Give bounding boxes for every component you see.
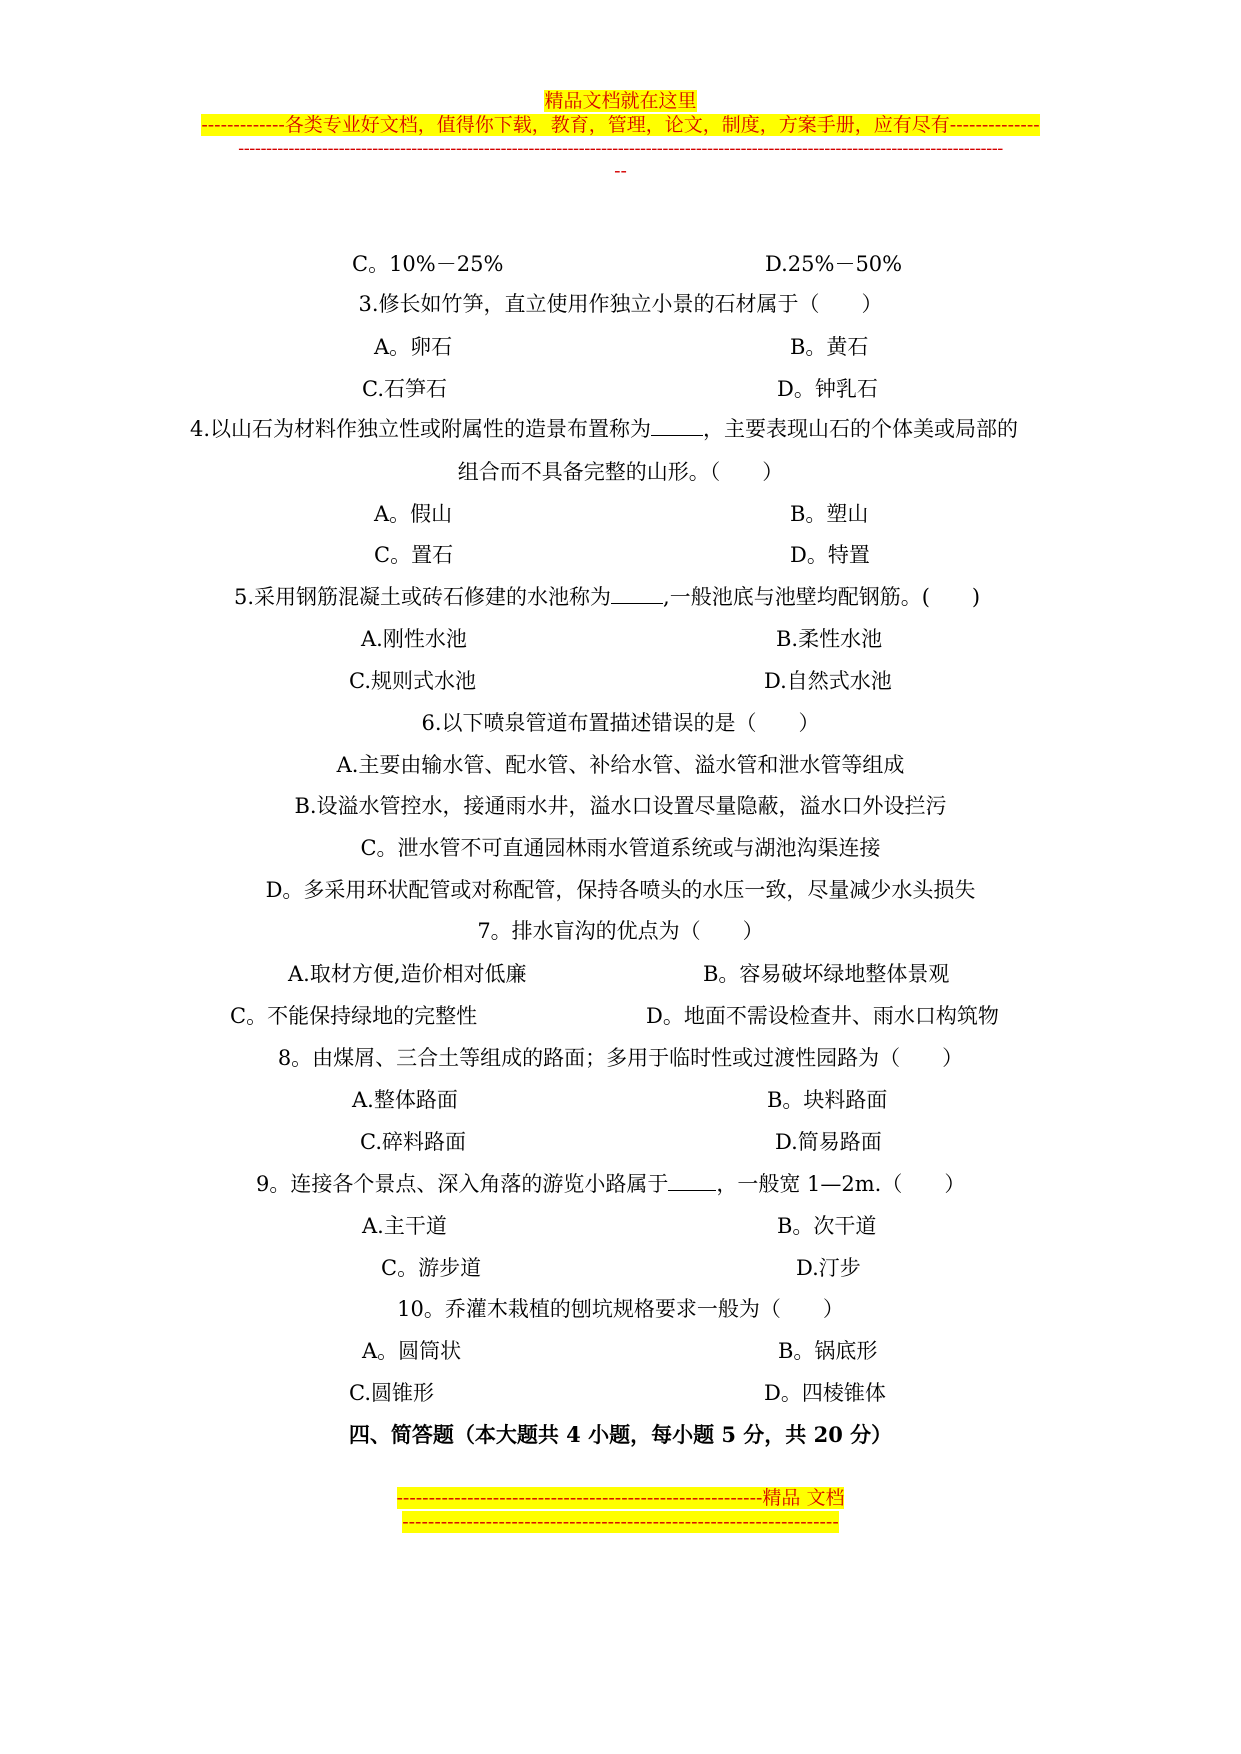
header-title: 精品文档就在这里 (544, 90, 697, 112)
header-divider: ----------------------------------------------------------------------------------------------------------------------------------------- (238, 138, 1003, 159)
q10-option-b: B。锅底形 (778, 1339, 878, 1363)
q3-option-c: C.石笋石 (362, 377, 447, 401)
q7-option-d: D。地面不需设检查井、雨水口构筑物 (646, 1004, 999, 1028)
q7-option-c: C。不能保持绿地的完整性 (230, 1004, 478, 1028)
q9-option-c: C。游步道 (381, 1256, 482, 1280)
q7-option-b: B。容易破坏绿地整体景观 (703, 962, 950, 986)
q7-stem: 7。排水盲沟的优点为（ ） (477, 919, 764, 943)
q5-option-c: C.规则式水池 (349, 669, 476, 693)
q4-option-a: A。假山 (374, 502, 453, 526)
q4-stem-line2: 组合而不具备完整的山形。（ ） (457, 460, 784, 484)
header-tagline: -------------各类专业好文档，值得你下载，教育，管理，论文，制度，方案手册，应有尽有-------------- (201, 114, 1040, 136)
q3-option-d: D。钟乳石 (777, 377, 878, 401)
q6-option-a: A.主要由输水管、配水管、补给水管、溢水管和泄水管等组成 (336, 753, 905, 777)
q8-stem: 8。由煤屑、三合土等组成的路面；多用于临时性或过渡性园路为（ ） (277, 1046, 964, 1070)
q10-stem: 10。乔灌木栽植的刨坑规格要求一般为（ ） (397, 1297, 844, 1321)
q5-blank (611, 583, 663, 604)
q3-stem: 3.修长如竹笋，直立使用作独立小景的石材属于（ ） (358, 292, 883, 316)
q8-option-a: A.整体路面 (352, 1088, 458, 1112)
q9-option-a: A.主干道 (362, 1214, 447, 1238)
q8-option-c: C.碎料路面 (360, 1130, 466, 1154)
q9-option-d: D.汀步 (796, 1256, 861, 1280)
section-heading: 四、简答题（本大题共 4 小题，每小题 5 分，共 20 分） (348, 1422, 893, 1447)
q10-option-a: A。圆筒状 (362, 1339, 462, 1363)
q8-option-b: B。块料路面 (767, 1088, 888, 1112)
q6-stem: 6.以下喷泉管道布置描述错误的是（ ） (421, 711, 820, 735)
q5-option-b: B.柔性水池 (776, 627, 883, 651)
q3-option-a: A。卵石 (374, 335, 453, 359)
q5-option-a: A.刚性水池 (361, 627, 467, 651)
q6-option-d: D。多采用环状配管或对称配管，保持各喷头的水压一致，尽量减少水头损失 (265, 878, 976, 902)
q5-stem: 5.采用钢筋混凝土或砖石修建的水池称为 ,一般池底与池壁均配钢筋。( ) (234, 585, 981, 609)
q10-option-d: D。四棱锥体 (764, 1381, 886, 1405)
q4-blank (651, 415, 703, 436)
q5-option-d: D.自然式水池 (764, 669, 892, 693)
q2-option-c: C。10%－25% (352, 252, 504, 276)
footer-line: ---------------------------------------------------------精品 文档 (396, 1487, 845, 1509)
q6-option-c: C。泄水管不可直通园林雨水管道系统或与湖池沟渠连接 (360, 836, 881, 860)
q4-option-c: C。置石 (374, 543, 454, 567)
q6-option-b: B.设溢水管控水，接通雨水井，溢水口设置尽量隐蔽，溢水口外设拦污 (294, 794, 947, 818)
q2-option-d: D.25%－50% (765, 252, 903, 276)
q9-blank (668, 1170, 716, 1191)
q3-option-b: B。黄石 (790, 335, 869, 359)
q9-stem: 9。连接各个景点、深入角落的游览小路属于 ，一般宽 1—2m.（ ） (256, 1172, 966, 1196)
q8-option-d: D.简易路面 (775, 1130, 882, 1154)
q4-option-d: D。特置 (790, 543, 870, 567)
q9-option-b: B。次干道 (777, 1214, 877, 1238)
header-divider-tail: -- (614, 160, 627, 182)
q7-option-a: A.取材方便,造价相对低廉 (288, 962, 527, 986)
q10-option-c: C.圆锥形 (349, 1381, 434, 1405)
q4-option-b: B。塑山 (790, 502, 869, 526)
q4-stem: 4.以山石为材料作独立性或附属性的造景布置称为 ，主要表现山石的个体美或局部的 (190, 417, 1019, 441)
footer-divider: -------------------------------------------------------------------- (402, 1511, 839, 1533)
